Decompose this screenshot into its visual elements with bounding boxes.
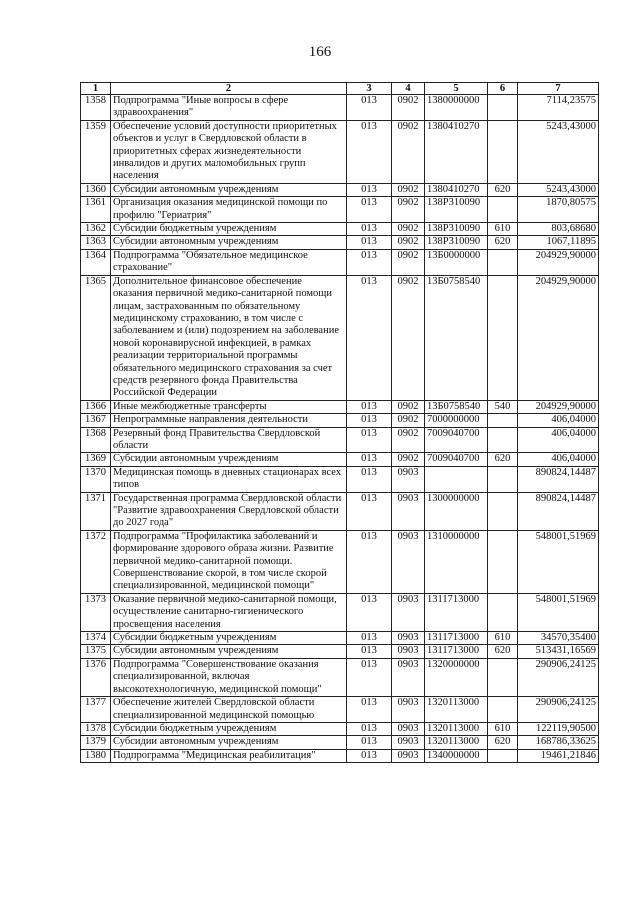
table-row	[81, 593, 599, 631]
row-name: Подпрограмма "Обязательное медицинское страхование"	[111, 249, 347, 275]
row-section-code: 0902	[392, 275, 425, 400]
table-row	[81, 197, 599, 223]
row-name: Субсидии бюджетным учреждениям	[111, 223, 347, 236]
row-target-code: 13Б0758540	[425, 400, 488, 413]
table-row	[81, 120, 599, 183]
row-expense-type	[488, 466, 518, 492]
row-number: 1365	[81, 275, 111, 400]
row-expense-type	[488, 414, 518, 427]
row-ministry-code: 013	[347, 530, 392, 593]
header-row	[81, 83, 599, 95]
row-number: 1370	[81, 466, 111, 492]
row-ministry-code: 013	[347, 658, 392, 696]
row-section-code: 0902	[392, 120, 425, 183]
row-target-code: 1311713000	[425, 632, 488, 645]
row-name: Дополнительное финансовое обеспечение оказания первичной медико-санитарной помощи лицам, застрахованным по обязательному медицинскому страхованию, в том числе с заболеванием и (или) подозрением на заболевание новой коронавирусной инфекцией, в рамках реализации территориальной программы обязательного медицинского страхования за счет средств резервного фонда Правительства Российской Федерации	[111, 275, 347, 400]
row-name: Подпрограмма "Профилактика заболеваний и формирование здорового образа жизни. Развитие первичной медико-санитарной помощи. Совершенствование скорой, в том числе скорой специализированной, медицинской помощи"	[111, 530, 347, 593]
row-amount: 204929,90000	[518, 249, 599, 275]
row-ministry-code: 013	[347, 414, 392, 427]
table-row	[81, 632, 599, 645]
row-name: Субсидии автономным учреждениям	[111, 236, 347, 249]
row-number: 1374	[81, 632, 111, 645]
row-amount: 406,04000	[518, 414, 599, 427]
row-name: Резервный фонд Правительства Свердловской области	[111, 427, 347, 453]
row-expense-type	[488, 749, 518, 762]
row-amount: 548001,51969	[518, 593, 599, 631]
row-amount: 1870,80575	[518, 197, 599, 223]
row-name: Организация оказания медицинской помощи по профилю "Гериатрия"	[111, 197, 347, 223]
row-target-code: 1380410270	[425, 183, 488, 196]
row-amount: 548001,51969	[518, 530, 599, 593]
row-ministry-code: 013	[347, 466, 392, 492]
row-ministry-code: 013	[347, 645, 392, 658]
row-amount: 803,68680	[518, 223, 599, 236]
row-expense-type	[488, 249, 518, 275]
row-number: 1379	[81, 736, 111, 749]
row-ministry-code: 013	[347, 249, 392, 275]
row-section-code: 0903	[392, 749, 425, 762]
row-target-code: 138Р310090	[425, 223, 488, 236]
row-number: 1369	[81, 453, 111, 466]
row-expense-type: 620	[488, 645, 518, 658]
row-section-code: 0903	[392, 632, 425, 645]
table-row	[81, 400, 599, 413]
row-ministry-code: 013	[347, 275, 392, 400]
row-name: Иные межбюджетные трансферты	[111, 400, 347, 413]
row-amount: 168786,33625	[518, 736, 599, 749]
row-ministry-code: 013	[347, 722, 392, 735]
row-section-code: 0903	[392, 658, 425, 696]
row-amount: 204929,90000	[518, 400, 599, 413]
row-target-code: 13Б0000000	[425, 249, 488, 275]
row-name: Субсидии автономным учреждениям	[111, 736, 347, 749]
row-expense-type	[488, 492, 518, 530]
row-expense-type: 540	[488, 400, 518, 413]
row-ministry-code: 013	[347, 697, 392, 723]
row-section-code: 0903	[392, 722, 425, 735]
row-name: Обеспечение жителей Свердловской области специализированной медицинской помощью	[111, 697, 347, 723]
row-amount: 290906,24125	[518, 697, 599, 723]
row-ministry-code: 013	[347, 236, 392, 249]
row-name: Подпрограмма "Совершенствование оказания специализированной, включая высокотехнологичную, медицинской помощи"	[111, 658, 347, 696]
row-section-code: 0903	[392, 593, 425, 631]
row-section-code: 0903	[392, 736, 425, 749]
row-target-code	[425, 466, 488, 492]
row-section-code: 0902	[392, 236, 425, 249]
page-number: 166	[308, 44, 332, 60]
row-ministry-code: 013	[347, 183, 392, 196]
header-col-5: 5	[425, 83, 488, 95]
row-target-code: 1311713000	[425, 645, 488, 658]
row-ministry-code: 013	[347, 593, 392, 631]
row-number: 1368	[81, 427, 111, 453]
row-section-code: 0902	[392, 223, 425, 236]
table-row	[81, 414, 599, 427]
row-amount: 5243,43000	[518, 120, 599, 183]
row-amount: 290906,24125	[518, 658, 599, 696]
row-number: 1375	[81, 645, 111, 658]
row-number: 1361	[81, 197, 111, 223]
row-target-code: 1320113000	[425, 736, 488, 749]
row-target-code: 1311713000	[425, 593, 488, 631]
row-section-code: 0902	[392, 414, 425, 427]
table-row	[81, 223, 599, 236]
row-section-code: 0902	[392, 400, 425, 413]
row-target-code: 7000000000	[425, 414, 488, 427]
row-expense-type	[488, 197, 518, 223]
table-row	[81, 453, 599, 466]
table-body	[81, 95, 599, 763]
row-expense-type: 620	[488, 183, 518, 196]
row-section-code: 0903	[392, 530, 425, 593]
row-section-code: 0902	[392, 453, 425, 466]
row-section-code: 0902	[392, 197, 425, 223]
row-ministry-code: 013	[347, 749, 392, 762]
row-name: Государственная программа Свердловской области "Развитие здравоохранения Свердловской области до 2027 года"	[111, 492, 347, 530]
row-number: 1366	[81, 400, 111, 413]
row-amount: 204929,90000	[518, 275, 599, 400]
row-amount: 513431,16569	[518, 645, 599, 658]
row-expense-type	[488, 95, 518, 121]
row-expense-type	[488, 530, 518, 593]
table-row	[81, 645, 599, 658]
header-col-1: 1	[81, 83, 111, 95]
row-amount: 34570,35400	[518, 632, 599, 645]
row-amount: 7114,23575	[518, 95, 599, 121]
row-expense-type	[488, 593, 518, 631]
row-number: 1362	[81, 223, 111, 236]
header-col-4: 4	[392, 83, 425, 95]
row-expense-type: 610	[488, 722, 518, 735]
row-target-code: 1320000000	[425, 658, 488, 696]
row-number: 1358	[81, 95, 111, 121]
row-target-code: 13Б0758540	[425, 275, 488, 400]
header-col-3: 3	[347, 83, 392, 95]
header-col-6: 6	[488, 83, 518, 95]
row-number: 1371	[81, 492, 111, 530]
row-number: 1367	[81, 414, 111, 427]
row-expense-type	[488, 275, 518, 400]
row-target-code: 1300000000	[425, 492, 488, 530]
table-row	[81, 236, 599, 249]
table-row	[81, 658, 599, 696]
row-target-code: 1320113000	[425, 697, 488, 723]
row-expense-type	[488, 120, 518, 183]
budget-table	[80, 82, 599, 763]
row-target-code: 1340000000	[425, 749, 488, 762]
row-target-code: 1380000000	[425, 95, 488, 121]
row-expense-type: 610	[488, 632, 518, 645]
row-name: Медицинская помощь в дневных стационарах всех типов	[111, 466, 347, 492]
row-expense-type: 620	[488, 453, 518, 466]
row-target-code: 1310000000	[425, 530, 488, 593]
row-target-code: 1380410270	[425, 120, 488, 183]
row-section-code: 0902	[392, 183, 425, 196]
table-row	[81, 530, 599, 593]
row-ministry-code: 013	[347, 453, 392, 466]
table-row	[81, 427, 599, 453]
row-section-code: 0903	[392, 466, 425, 492]
row-number: 1359	[81, 120, 111, 183]
row-section-code: 0902	[392, 427, 425, 453]
row-amount: 5243,43000	[518, 183, 599, 196]
row-name: Субсидии автономным учреждениям	[111, 183, 347, 196]
row-ministry-code: 013	[347, 120, 392, 183]
row-expense-type	[488, 658, 518, 696]
row-ministry-code: 013	[347, 400, 392, 413]
header-col-7: 7	[518, 83, 599, 95]
row-number: 1360	[81, 183, 111, 196]
row-name: Обеспечение условий доступности приоритетных объектов и услуг в Свердловской области в приоритетных сферах жизнедеятельности инвалидов и других маломобильных групп населения	[111, 120, 347, 183]
row-section-code: 0902	[392, 249, 425, 275]
row-ministry-code: 013	[347, 197, 392, 223]
row-section-code: 0902	[392, 95, 425, 121]
table-row	[81, 466, 599, 492]
table-row	[81, 95, 599, 121]
row-target-code: 138Р310090	[425, 197, 488, 223]
row-amount: 19461,21846	[518, 749, 599, 762]
table-row	[81, 492, 599, 530]
row-section-code: 0903	[392, 645, 425, 658]
row-expense-type: 610	[488, 223, 518, 236]
row-number: 1376	[81, 658, 111, 696]
row-number: 1377	[81, 697, 111, 723]
row-number: 1372	[81, 530, 111, 593]
row-name: Субсидии бюджетным учреждениям	[111, 722, 347, 735]
row-number: 1373	[81, 593, 111, 631]
row-amount: 406,04000	[518, 453, 599, 466]
row-ministry-code: 013	[347, 427, 392, 453]
row-ministry-code: 013	[347, 492, 392, 530]
table-row	[81, 183, 599, 196]
row-number: 1380	[81, 749, 111, 762]
table-row	[81, 275, 599, 400]
row-name: Субсидии автономным учреждениям	[111, 645, 347, 658]
row-ministry-code: 013	[347, 95, 392, 121]
row-amount: 890824,14487	[518, 466, 599, 492]
table-row	[81, 736, 599, 749]
row-expense-type	[488, 427, 518, 453]
row-expense-type: 620	[488, 236, 518, 249]
row-number: 1363	[81, 236, 111, 249]
row-number: 1378	[81, 722, 111, 735]
row-target-code: 1320113000	[425, 722, 488, 735]
row-section-code: 0903	[392, 492, 425, 530]
row-name: Подпрограмма "Иные вопросы в сфере здравоохранения"	[111, 95, 347, 121]
row-ministry-code: 013	[347, 223, 392, 236]
row-target-code: 7009040700	[425, 427, 488, 453]
table-row	[81, 749, 599, 762]
table-row	[81, 722, 599, 735]
table-row	[81, 249, 599, 275]
row-amount: 1067,11895	[518, 236, 599, 249]
row-number: 1364	[81, 249, 111, 275]
row-target-code: 7009040700	[425, 453, 488, 466]
row-name: Оказание первичной медико-санитарной помощи, осуществление санитарно-гигиенического просвещения населения	[111, 593, 347, 631]
row-amount: 890824,14487	[518, 492, 599, 530]
row-name: Субсидии автономным учреждениям	[111, 453, 347, 466]
row-expense-type	[488, 697, 518, 723]
row-ministry-code: 013	[347, 632, 392, 645]
row-target-code: 138Р310090	[425, 236, 488, 249]
row-name: Непрограммные направления деятельности	[111, 414, 347, 427]
row-name: Подпрограмма "Медицинская реабилитация"	[111, 749, 347, 762]
table-row	[81, 697, 599, 723]
row-amount: 406,04000	[518, 427, 599, 453]
row-expense-type: 620	[488, 736, 518, 749]
row-amount: 122119,90500	[518, 722, 599, 735]
row-section-code: 0903	[392, 697, 425, 723]
header-col-2: 2	[111, 83, 347, 95]
row-name: Субсидии бюджетным учреждениям	[111, 632, 347, 645]
row-ministry-code: 013	[347, 736, 392, 749]
